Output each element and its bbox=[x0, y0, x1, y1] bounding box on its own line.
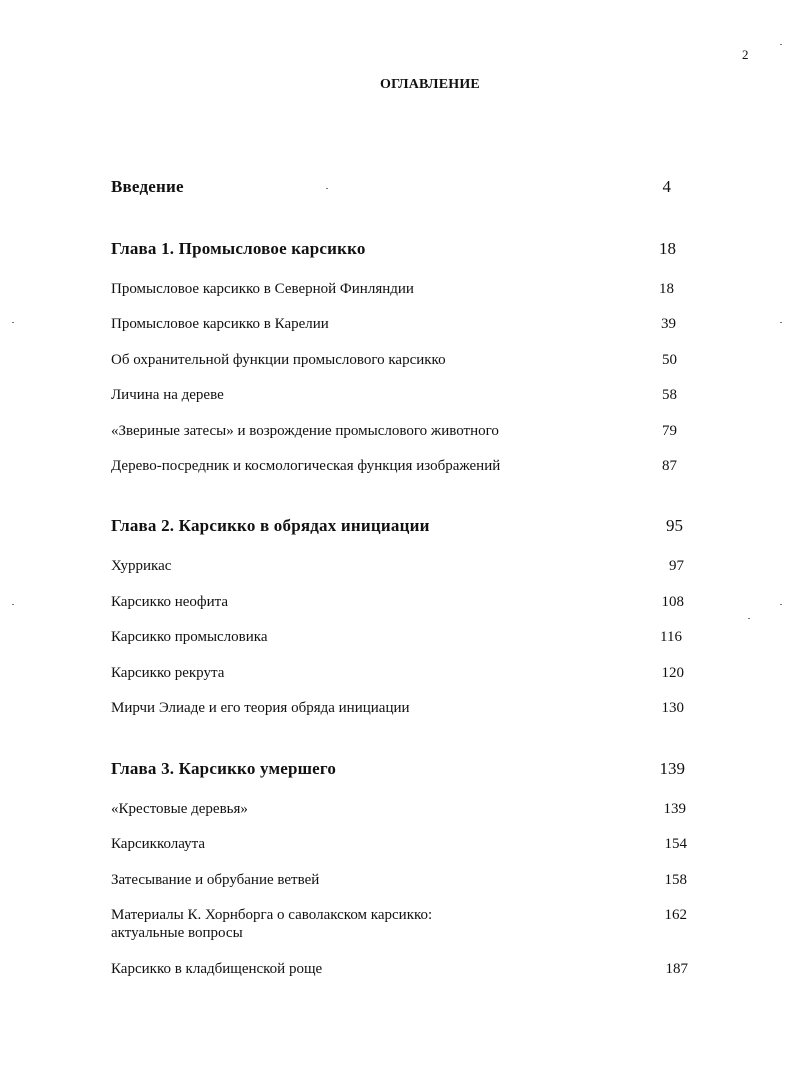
toc-chapter-3-page: 139 bbox=[659, 759, 685, 778]
toc-entry: Хуррикас bbox=[111, 558, 172, 574]
toc-entry: Личина на дереве bbox=[111, 387, 224, 403]
toc-chapter-2-page: 95 bbox=[666, 516, 683, 535]
toc-entry-page: 97 bbox=[669, 558, 684, 574]
toc-entry: Карсикко рекрута bbox=[111, 665, 225, 681]
toc-entry: Материалы К. Хорнборга о саволакском карсикко: bbox=[111, 907, 433, 923]
toc-entry-continuation: актуальные вопросы bbox=[111, 925, 243, 941]
toc-entry: Карсикко промысловика bbox=[111, 629, 268, 645]
scan-speck bbox=[780, 322, 782, 323]
toc-entry: Карсикко в кладбищенской роще bbox=[111, 961, 323, 977]
toc-entry-page: 108 bbox=[661, 594, 684, 610]
toc-chapter-1-title: Глава 1. Промысловое карсикко bbox=[111, 239, 366, 258]
scan-speck bbox=[326, 188, 328, 189]
toc-entry-page: 79 bbox=[662, 423, 677, 439]
toc-entry-page: 154 bbox=[664, 836, 687, 852]
toc-chapter-2-title: Глава 2. Карсикко в обрядах инициации bbox=[111, 516, 430, 535]
toc-entry: Карсикко неофита bbox=[111, 594, 229, 610]
scan-speck bbox=[748, 618, 750, 619]
toc-entry: «Крестовые деревья» bbox=[111, 801, 248, 817]
toc-entry-page: 120 bbox=[661, 665, 684, 681]
toc-entry-page: 50 bbox=[662, 352, 677, 368]
toc-entry: Промысловое карсикко в Северной Финляндии bbox=[111, 281, 414, 297]
toc-entry-page: 39 bbox=[661, 316, 676, 332]
toc-entry-page: 18 bbox=[659, 281, 674, 297]
toc-title: ОГЛАВЛЕНИЕ bbox=[380, 77, 480, 92]
toc-entry: «Звериные затесы» и возрождение промыслового животного bbox=[111, 423, 499, 439]
scan-speck bbox=[12, 322, 14, 323]
toc-entry: Об охранительной функции промыслового карсикко bbox=[111, 352, 446, 368]
toc-entry: Затесывание и обрубание ветвей bbox=[111, 872, 320, 888]
toc-entry-page: 139 bbox=[663, 801, 686, 817]
toc-entry-page: 162 bbox=[664, 907, 687, 923]
toc-entry-page: 87 bbox=[662, 458, 677, 474]
toc-entry: Карсикколаута bbox=[111, 836, 206, 852]
toc-page-introduction: 4 bbox=[662, 177, 671, 196]
toc-entry-introduction: Введение bbox=[111, 177, 184, 196]
toc-entry: Промысловое карсикко в Карелии bbox=[111, 316, 329, 332]
scan-speck bbox=[780, 44, 782, 45]
toc-entry-page: 187 bbox=[665, 961, 688, 977]
toc-entry: Дерево-посредник и космологическая функция изображений bbox=[111, 458, 501, 474]
toc-entry-page: 130 bbox=[661, 700, 684, 716]
scan-speck bbox=[780, 604, 782, 605]
toc-entry: Мирчи Элиаде и его теория обряда инициации bbox=[111, 700, 410, 716]
toc-entry-page: 158 bbox=[664, 872, 687, 888]
toc-chapter-1-page: 18 bbox=[659, 239, 676, 258]
toc-chapter-3-title: Глава 3. Карсикко умершего bbox=[111, 759, 337, 778]
page-number: 2 bbox=[742, 47, 749, 62]
scan-speck bbox=[12, 604, 14, 605]
toc-entry-page: 116 bbox=[660, 629, 682, 645]
toc-entry-page: 58 bbox=[662, 387, 677, 403]
